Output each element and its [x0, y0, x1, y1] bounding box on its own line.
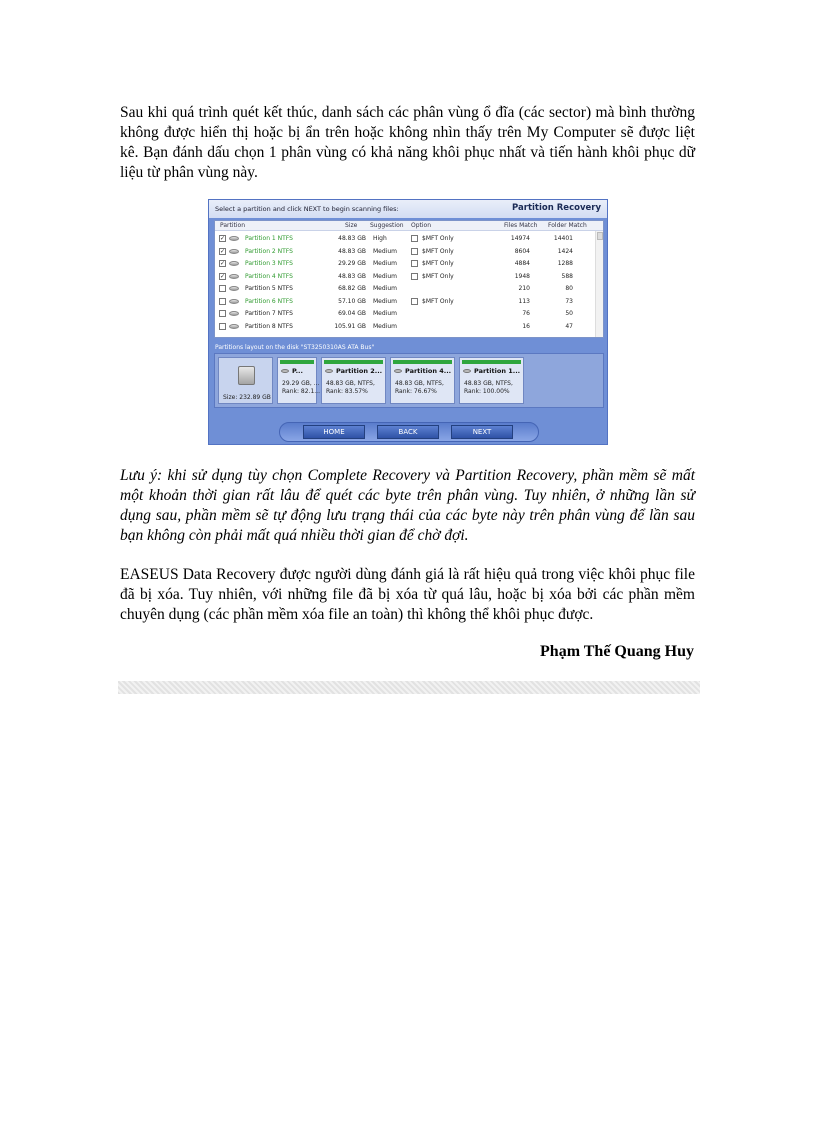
partition-layout-rank: Rank: 83.57%: [326, 388, 368, 395]
partition-layout-info: 48.83 GB, NTFS,: [464, 380, 513, 387]
partition-layout-label: Partition 1...: [474, 367, 521, 375]
partition-size: 48.83 GB: [338, 272, 366, 280]
partition-suggestion: Medium: [373, 322, 397, 330]
disk-size: Size: 232.89 GB: [223, 394, 271, 401]
partition-layout-rank: Rank: 76.67%: [395, 388, 437, 395]
folder-match: 73: [565, 297, 573, 305]
home-button[interactable]: HOME: [303, 425, 365, 439]
files-match: 1948: [514, 272, 530, 280]
col-suggestion: Suggestion: [370, 222, 404, 229]
partition-size: 69.04 GB: [338, 310, 366, 317]
partition-disk-icon: [229, 261, 239, 266]
intro-paragraph: Sau khi quá trình quét kết thúc, danh sách các phân vùng ổ đĩa (các sector) mà bình thường không được hiển thị hoặc bị ẩn trên hoặc không nhìn thấy trên My Computer sẽ được liệt kê. Bạn đánh dấu chọn 1 phân vùng có khả năng khôi phục nhất và tiến hành khôi phục dữ liệu từ phân vùng này.: [120, 104, 695, 181]
partition-name: Partition 4 NTFS: [245, 272, 293, 280]
partition-bar: [393, 360, 452, 364]
col-partition: Partition: [220, 222, 246, 229]
partition-layout-info: 29.29 GB, ...: [282, 380, 320, 387]
table-row[interactable]: [215, 283, 597, 296]
partition-size: 68.82 GB: [338, 285, 366, 292]
partition-bar: [462, 360, 521, 364]
folder-match: 80: [565, 285, 573, 292]
partition-layout-rank: Rank: 82.1...: [282, 388, 321, 395]
mft-only-checkbox[interactable]: [411, 248, 418, 255]
back-button[interactable]: BACK: [377, 425, 439, 439]
partition-suggestion: Medium: [373, 247, 397, 255]
note-paragraph: Lưu ý: khi sử dụng tùy chọn Complete Recovery và Partition Recovery, phần mềm sẽ mất một khoản thời gian rất lâu để quét các byte trên phân vùng. Tuy nhiên, ở những lần sử dụng sau, phần mềm sẽ tự động lưu trạng thái của các byte này trên phân vùng để lần sau bạn không còn phải mất quá nhiều thời gian để chờ đợi.: [120, 467, 695, 544]
partition-name: Partition 3 NTFS: [245, 260, 293, 267]
mft-only-checkbox[interactable]: [411, 260, 418, 267]
partition-checkbox[interactable]: ✓: [220, 235, 226, 242]
folder-match: 1424: [557, 247, 573, 255]
files-match: 8604: [514, 247, 530, 255]
partition-suggestion: High: [373, 235, 387, 242]
folder-match: 1288: [557, 260, 573, 267]
col-option: Option: [411, 222, 432, 229]
partition-bar: [324, 360, 383, 364]
partition-option: $MFT Only: [422, 272, 454, 280]
partition-option: $MFT Only: [422, 247, 454, 255]
table-scrollbar[interactable]: [595, 231, 603, 338]
scroll-thumb[interactable]: [597, 232, 603, 240]
partition-disk-icon: [229, 286, 239, 291]
folder-match: 50: [565, 310, 573, 317]
partition-name: Partition 6 NTFS: [245, 297, 293, 305]
col-size: Size: [345, 222, 358, 229]
partition-option: $MFT Only: [422, 235, 454, 242]
mft-only-checkbox[interactable]: [411, 235, 418, 242]
partition-option: $MFT Only: [422, 260, 454, 267]
partition-layout-info: 48.83 GB, NTFS,: [395, 380, 444, 387]
partition-layout-label: Partition 2...: [336, 367, 383, 375]
partition-checkbox[interactable]: [219, 323, 226, 330]
partition-disk-icon: [229, 274, 239, 279]
table-row[interactable]: [215, 246, 597, 259]
table-row[interactable]: [215, 321, 597, 334]
files-match: 16: [522, 322, 530, 330]
partition-disk-icon: [325, 369, 333, 373]
partition-checkbox[interactable]: [219, 298, 226, 305]
files-match: 4884: [514, 260, 530, 267]
mft-only-checkbox[interactable]: [411, 273, 418, 280]
partition-name: Partition 8 NTFS: [245, 322, 293, 330]
app-title: Partition Recovery: [512, 203, 601, 213]
partition-layout-name: [463, 367, 520, 375]
col-files-match: Files Match: [504, 222, 538, 229]
folder-match: 14401: [553, 235, 573, 242]
partition-disk-icon: [229, 324, 239, 329]
partition-layout-box[interactable]: [459, 357, 524, 404]
partition-suggestion: Medium: [373, 310, 397, 317]
disk-box: [218, 357, 273, 404]
folder-match: 588: [561, 272, 573, 280]
partition-name: Partition 5 NTFS: [245, 285, 293, 292]
partition-disk-icon: [229, 236, 239, 241]
partition-size: 105.91 GB: [334, 322, 366, 330]
files-match: 113: [518, 297, 530, 305]
table-row[interactable]: [215, 271, 597, 284]
partition-layout-box[interactable]: [277, 357, 321, 404]
partition-checkbox[interactable]: ✓: [220, 272, 226, 280]
partition-suggestion: Medium: [373, 297, 397, 305]
files-match: 210: [518, 285, 530, 292]
partition-name: Partition 2 NTFS: [245, 247, 293, 255]
partition-size: 57.10 GB: [338, 297, 366, 305]
partition-layout-info: 48.83 GB, NTFS,: [326, 380, 375, 387]
table-header: [215, 221, 603, 231]
partition-layout-box[interactable]: [390, 357, 455, 404]
partition-disk-icon: [281, 369, 289, 373]
files-match: 76: [522, 310, 530, 317]
partition-suggestion: Medium: [373, 285, 397, 292]
partition-disk-icon: [463, 369, 471, 373]
table-row[interactable]: [215, 308, 597, 321]
app-header: [209, 200, 607, 218]
hard-disk-icon: [238, 366, 255, 385]
partitions-layout: [214, 353, 604, 408]
author-name: Phạm Thế Quang Huy: [540, 643, 694, 660]
partition-checkbox[interactable]: [219, 285, 226, 292]
partition-recovery-screenshot: [208, 199, 608, 445]
closing-paragraph: EASEUS Data Recovery được người dùng đánh giá là rất hiệu quả trong việc khôi phục file đã bị xóa. Tuy nhiên, với những file đã bị xóa từ quá lâu, hoặc bị xóa bởi các phần mềm chuyên dụng (các phần mềm xóa file an toàn) thì không thể khôi phục được.: [120, 566, 695, 623]
partition-suggestion: Medium: [373, 272, 397, 280]
partition-layout-label: Partition 4...: [405, 367, 452, 375]
table-row[interactable]: [215, 233, 597, 246]
partition-layout-name: [325, 367, 382, 375]
nav-bar: [209, 418, 607, 445]
partition-disk-icon: [229, 311, 239, 316]
col-folder-match: Folder Match: [548, 222, 587, 229]
files-match: 14974: [510, 235, 530, 242]
partition-checkbox[interactable]: [219, 310, 226, 317]
partition-layout-box[interactable]: [321, 357, 386, 404]
next-button[interactable]: NEXT: [451, 425, 513, 439]
partition-name: Partition 7 NTFS: [245, 310, 293, 317]
partition-disk-icon: [229, 299, 239, 304]
partition-size: 48.83 GB: [338, 235, 366, 242]
partition-name: Partition 1 NTFS: [245, 235, 293, 242]
partition-layout-name: [394, 367, 451, 375]
partition-disk-icon: [394, 369, 402, 373]
partition-layout-name: [281, 367, 303, 375]
layout-label: Partitions layout on the disk "ST3250310AS ATA Bus": [215, 344, 375, 351]
partition-checkbox[interactable]: ✓: [220, 260, 226, 267]
partition-disk-icon: [229, 249, 239, 254]
partition-table: [214, 220, 604, 338]
partition-bar: [280, 360, 314, 364]
partition-layout-rank: Rank: 100.00%: [464, 388, 510, 395]
partition-size: 29.29 GB: [338, 260, 366, 267]
partition-size: 48.83 GB: [338, 247, 366, 255]
partition-suggestion: Medium: [373, 260, 397, 267]
partition-checkbox[interactable]: ✓: [220, 247, 226, 255]
table-row[interactable]: [215, 296, 597, 309]
folder-match: 47: [565, 322, 573, 330]
separator-bar: [118, 681, 700, 694]
mft-only-checkbox[interactable]: [411, 298, 418, 305]
table-row[interactable]: [215, 258, 597, 271]
partition-layout-label: P...: [292, 367, 303, 375]
instruction-text: Select a partition and click NEXT to begin scanning files:: [215, 205, 399, 213]
partition-option: $MFT Only: [422, 297, 454, 305]
